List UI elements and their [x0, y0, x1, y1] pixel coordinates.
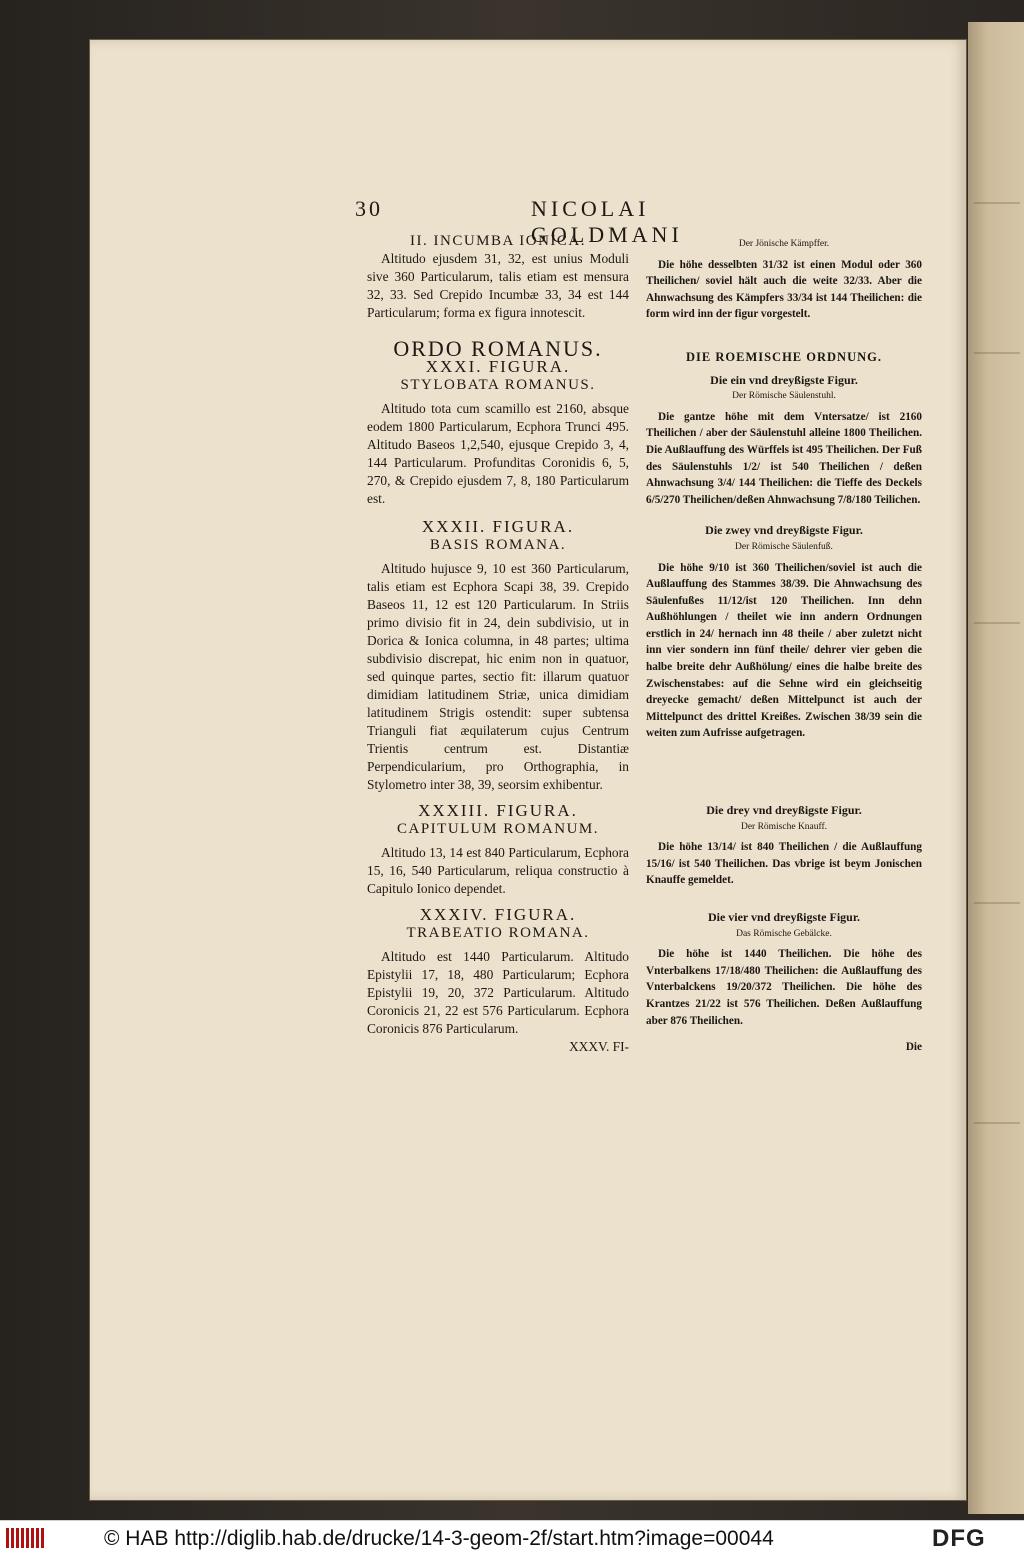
viewer-footer: [0, 1520, 1024, 1555]
saeulenfuss-text: Die höhe 9/10 ist 360 Theilichen/soviel ist auch die Außlauffung des Stammes 38/39. Die Ahnwachsung des Säulenfußes 11/12/ist 120 Theilichen. Inn dehn Außhöhlungen / theilet wie inn andern Ordnungen erstlich in 24/ hernach inn 48 theile / aber zuletzt nicht inn vier sondern inn fünf theile/ dehrer vier geben die halbe breite dehr Außhölung/ eines die halbe breite des Zwischenstabes: auf die Sehne wird ein gleichseitig dreyecke gemacht/ deßen Mittelpunct ist auch der Mittelpunct des drittel Kreißes. Zwischen 38/39 sein die weiten zum Aufrisse aufgetragen.: [646, 561, 922, 740]
figur-31-heading: Die ein vnd dreyßigste Figur.: [710, 372, 858, 387]
source-link[interactable]: © HAB http://diglib.hab.de/drucke/14-3-geom-2f/start.htm?image=00044: [104, 1527, 774, 1550]
author-name: NICOLAI GOLDMANI: [531, 196, 683, 247]
figur-32-heading: Die zwey vnd dreyßigste Figur.: [705, 523, 863, 538]
gebaelcke-text: Die höhe ist 1440 Theilichen. Die höhe des Vnterbalkens 17/18/480 Theilichen: die Außlauffung des Vnterbalckens 19/20/372 Theilichen. Die höhe des Krantzes 21/22 ist 576 Theilichen. Deßen Außlauffung aber 876 Theilichen.: [646, 948, 922, 1027]
capitulum-romanum-heading: CAPITULUM ROMANUM.: [396, 821, 599, 837]
saeulenfuss-heading: Der Römische Säulenfuß.: [735, 541, 833, 552]
stylobata-heading: STYLOBATA ROMANUS.: [400, 377, 596, 393]
ordo-romanus-heading: ORDO ROMANUS.: [393, 336, 603, 361]
incumba-ionica-text: Altitudo ejusdem 31, 32, est unius Moduli sive 360 Particularum, talis etiam est mensura 32, 33. Sed Crepido Incumbæ 33, 34 est 144 Particularum; forma ex figura innotescit.: [367, 251, 629, 320]
roemische-ordnung-heading: DIE ROEMISCHE ORDNUNG.: [686, 349, 882, 364]
figure-31-heading: XXXI. FIGURA.: [425, 357, 571, 376]
figure-32-heading: XXXII. FIGURA.: [421, 517, 575, 536]
basis-romana-text: Altitudo hujusce 9, 10 est 360 Particularum, talis etiam est Ecphora Scapi 38, 39. Crepido Baseos 11, 12 est 120 Particularum. In Striis primo divisio fit in 24, dein subdivisio, ut in Dorica & Ionica columna, in 48 partes; ultima subdivisio discrepat, hic enim non in quatuor, sed quinque partes, sectio fit: illarum quatuor dimidiam latitudinem Striæ, unica dimidiam latitudinem Strigis ostendit: super subtensa Trianguli fiat æquilaterum cujus Centrum Trientis centrum est. Distantiæ Perpendicularium, pro Orthographia, in Stylometro inter 38, 39, seorsim exhibentur.: [367, 561, 629, 792]
german-catchword: Die: [905, 1041, 922, 1054]
latin-column: [367, 232, 629, 1056]
kaempffer-text: Die höhe desselbten 31/32 ist einen Modul oder 360 Theilichen/ soviel hält auch die weite 32/33. Aber die Ahnwachsung des Kämpfers 33/34 ist 144 Theilichen: die form wird inn der figur vorgestelt.: [646, 258, 922, 321]
facing-page-edge: [968, 22, 1024, 1514]
capitulum-romanum-text: Altitudo 13, 14 est 840 Particularum, Ecphora 15, 16, 540 Particularum, reliqua constructio à Capitulo Ionico dependet.: [367, 845, 629, 896]
german-column: [646, 236, 922, 1056]
hab-logo-icon[interactable]: [6, 1528, 46, 1548]
basis-romana-heading: BASIS ROMANA.: [429, 537, 567, 553]
page-number: 30: [355, 196, 383, 221]
figure-33-heading: XXXIII. FIGURA.: [418, 801, 578, 820]
trabeatio-romana-heading: TRABEATIO ROMANA.: [406, 925, 590, 941]
trabeatio-romana-text: Altitudo est 1440 Particularum. Altitudo Epistylii 17, 18, 480 Particularum; Ecphora Epistylii 19, 20, 372 Particularum. Altitudo Coronicis 21, 22 est 576 Particularum. Ecphora Coronicis 876 Particularum.: [367, 949, 629, 1036]
dfg-logo[interactable]: DFG: [932, 1525, 986, 1552]
saeulenstuhl-text: Die gantze höhe mit dem Vntersatze/ ist 2160 Theilichen / aber der Säulenstuhl alleine 1800 Theilichen. Die Außlauffung des Würffels ist 495 Theilichen. Der Fuß des Säulenstuhls 1/2/ ist 540 Theilichen / deßen Ahnwachsung 3/4/ 144 Theilichen: die Tieffe des Deckels 6/5/270 Theilichen/deßen Ahnwachsung 7/8/180 Teilichen.: [646, 410, 922, 506]
saeulenstuhl-heading: Der Römische Säulenstuhl.: [732, 391, 836, 402]
figure-34-heading: XXXIV. FIGURA.: [419, 905, 577, 924]
figur-34-heading: Die vier vnd dreyßigste Figur.: [707, 910, 861, 924]
stylobata-text: Altitudo tota cum scamillo est 2160, absque eodem 1800 Particularum, Ecphora Trunci 495. Altitudo Baseos 1,2,540, ejusque Crepido 3, 4, 144 Particularum. Profunditas Coronidis 6, 5, 270, & Crepido ejusdem 7, 8, 180 Particularum est.: [367, 401, 629, 506]
latin-catchword: XXXV. FI-: [568, 1039, 629, 1054]
figur-33-heading: Die drey vnd dreyßigste Figur.: [706, 803, 862, 818]
knauff-text: Die höhe 13/14/ ist 840 Theilichen / die Außlauffung 15/16/ ist 540 Theilichen. Das vbrige ist beym Jonischen Knauffe gemeldet.: [646, 841, 922, 887]
kaempffer-heading: Der Jönische Kämpffer.: [738, 239, 830, 249]
incumba-ionica-heading: II. INCUMBA IONICA.: [410, 233, 586, 249]
knauff-heading: Der Römische Knauff.: [740, 821, 828, 832]
gebaelcke-heading: Das Römische Gebälcke.: [736, 928, 832, 939]
